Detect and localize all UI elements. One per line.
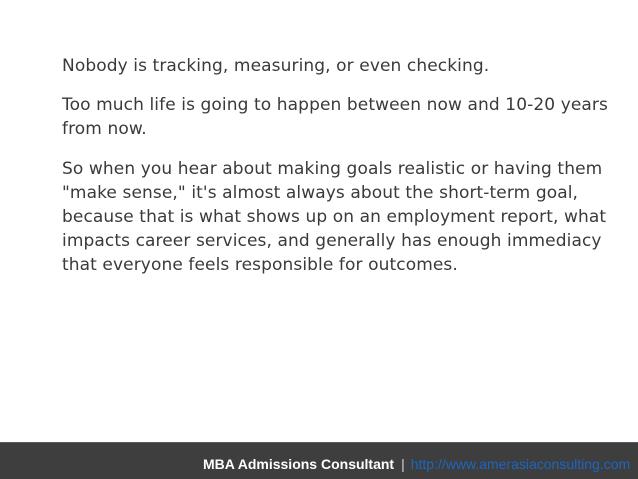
paragraph-3: So when you hear about making goals realistic or having them "make sense," it's almost always about the short-term goal, because that is what shows up on an employment report, what impacts career services, and generally has enough immediacy that everyone feels responsible for outcomes. xyxy=(62,159,607,275)
slide-body xyxy=(62,54,622,293)
footer-website-link[interactable]: http://www.amerasiaconsulting.com xyxy=(410,456,631,472)
paragraph-1: Nobody is tracking, measuring, or even checking. xyxy=(62,56,490,76)
footer-text xyxy=(203,456,630,472)
footer-bar xyxy=(0,442,638,479)
footer-title: MBA Admissions Consultant xyxy=(203,456,395,472)
footer-separator: | xyxy=(401,456,405,472)
paragraph-2: Too much life is going to happen between now and 10-20 years from now. xyxy=(62,95,608,139)
